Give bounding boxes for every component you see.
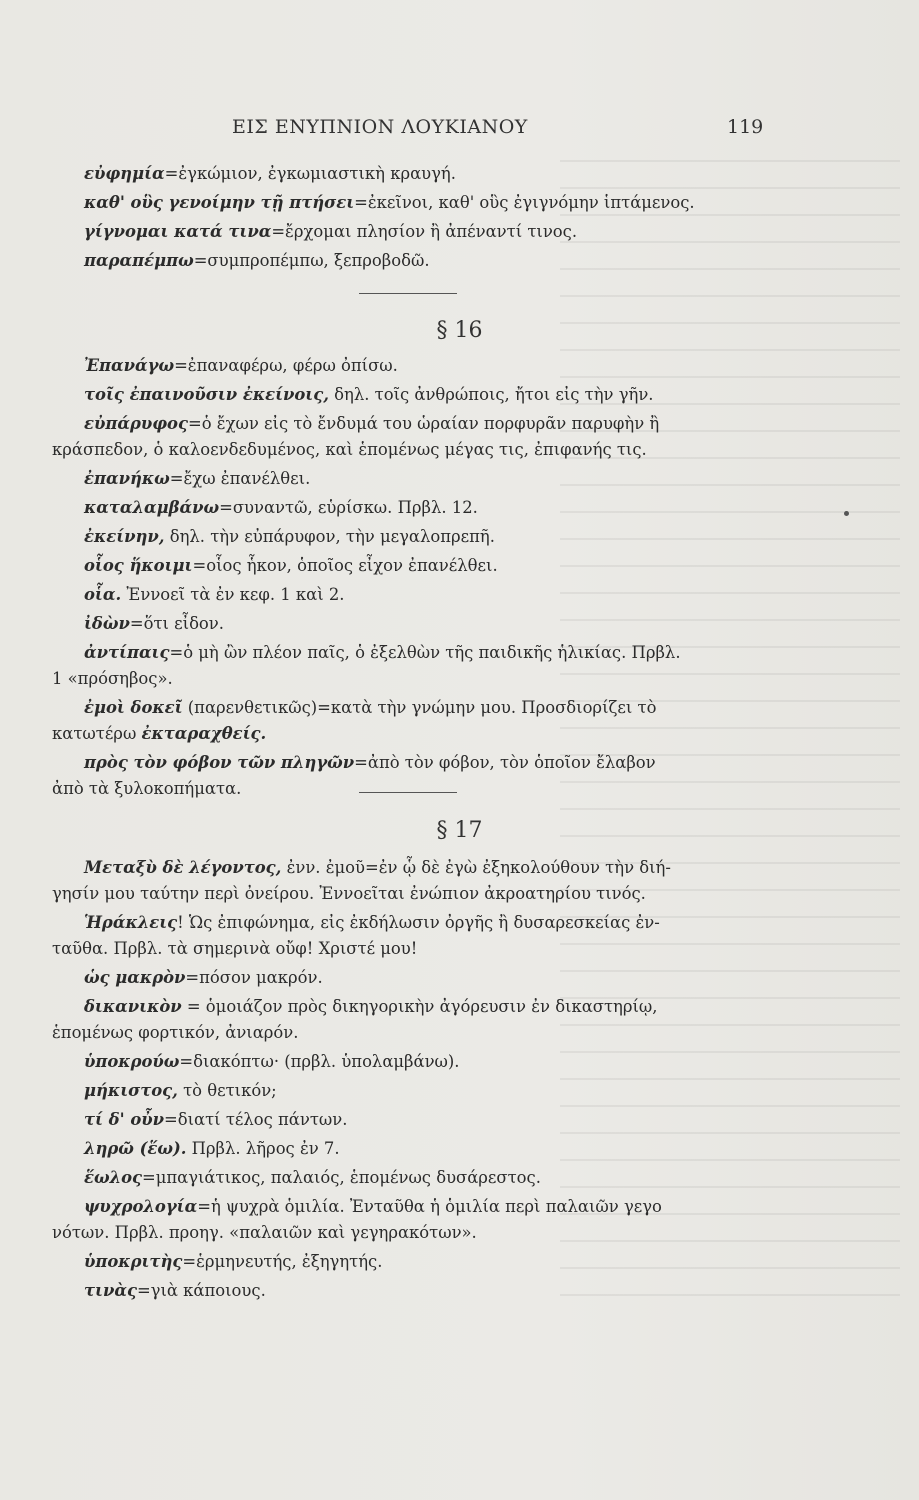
gloss-line: ἑπομένως φορτικόν, ἀνιαρόν. (52, 1023, 299, 1042)
gloss-line: καθ' οὓς γενοίμην τῇ πτήσει=ἐκεῖνοι, καθ' οὓς ἐγιγνόμην ἱπτάμενος. (84, 193, 695, 212)
gloss-line: ἐπανήκω=ἔχω ἐπανέλθει. (84, 469, 311, 488)
gloss-line: καταλαμβάνω=συναντῶ, εὑρίσκω. Πρβλ. 12. (84, 498, 478, 517)
gloss-line: κράσπεδον, ὁ καλοενδεδυμένος, καὶ ἑπομένως μέγας τις, ἐπιφανής τις. (52, 440, 647, 459)
gloss-line: Ἡράκλεις! Ὡς ἐπιφώνημα, εἰς ἐκδήλωσιν ὀργῆς ἢ δυσαρεσκείας ἐν- (84, 913, 660, 932)
gloss-line: ταῦθα. Πρβλ. τὰ σημερινὰ οὔφ! Χριστέ μου! (52, 939, 418, 958)
gloss-line: Μεταξὺ δὲ λέγοντος, ἐνν. ἐμοῦ=ἐν ᾧ δὲ ἐγὼ ἐξηκολούθουν τὴν διή- (84, 858, 671, 877)
gloss-line: ψυχρολογία=ἡ ψυχρὰ ὁμιλία. Ἐνταῦθα ἡ ὁμιλία περὶ παλαιῶν γεγο (84, 1197, 662, 1216)
ink-speck (844, 511, 849, 516)
gloss-line: γίγνομαι κατά τινα=ἔρχομαι πλησίον ἢ ἀπέναντί τινος. (84, 222, 578, 241)
gloss-line: ἀπὸ τὰ ξυλοκοπήματα. (52, 779, 242, 798)
gloss-line: ὑποκρούω=διακόπτω· (πρβλ. ὑπολαμβάνω). (84, 1052, 460, 1071)
gloss-line: ληρῶ (ἕω). Πρβλ. λῆρος ἐν 7. (84, 1139, 340, 1158)
gloss-line: ἰδὼν=ὅτι εἶδον. (84, 614, 224, 633)
gloss-line: γησίν μου ταύτην περὶ ὀνείρου. Ἐννοεῖται ἐνώπιον ἀκροατηρίου τινός. (52, 884, 646, 903)
gloss-line: μήκιστος, τὸ θετικόν; (84, 1081, 277, 1100)
gloss-line: ἕωλος=μπαγιάτικος, παλαιός, ἑπομένως δυσάρεστος. (84, 1168, 541, 1187)
gloss-line: ἀντίπαις=ὁ μὴ ὢν πλέον παῖς, ὁ ἐξελθὼν τῆς παιδικῆς ἡλικίας. Πρβλ. (84, 643, 681, 662)
gloss-line: οἷος ἥκοιμι=οἷος ἧκον, ὁποῖος εἶχον ἐπανέλθει. (84, 556, 498, 575)
gloss-line: ἐκείνην, δηλ. τὴν εὐπάρυφον, τὴν μεγαλοπρεπῆ. (84, 527, 495, 546)
section-rule (359, 293, 457, 294)
gloss-line: κατωτέρω ἐκταραχθείς. (52, 724, 267, 743)
gloss-line: εὐπάρυφος=ὁ ἔχων εἰς τὸ ἔνδυμά του ὡραίαν πορφυρᾶν παρυφὴν ἢ (84, 414, 660, 433)
gloss-line: 1 «πρόσηβος». (52, 669, 173, 688)
section-rule (359, 792, 457, 793)
gloss-line: οἷα. Ἐννοεῖ τὰ ἐν κεφ. 1 καὶ 2. (84, 585, 345, 604)
gloss-line: ἐμοὶ δοκεῖ (παρενθετικῶς)=κατὰ τὴν γνώμην μου. Προσδιορίζει τὸ (84, 698, 657, 717)
gloss-line: τινὰς=γιὰ κάποιους. (84, 1281, 266, 1300)
gloss-line: δικανικὸν = ὁμοιάζον πρὸς δικηγορικὴν ἀγόρευσιν ἐν δικαστηρίῳ, (84, 997, 658, 1016)
section-heading-17: § 17 (436, 818, 483, 843)
gloss-line: εὐφημία=ἐγκώμιον, ἐγκωμιαστικὴ κραυγή. (84, 164, 456, 183)
gloss-line: τοῖς ἐπαινοῦσιν ἐκείνοις, δηλ. τοῖς ἀνθρώποις, ἤτοι εἰς τὴν γῆν. (84, 385, 654, 404)
page-header (0, 116, 919, 140)
gloss-line: τί δ' οὖν=διατί τέλος πάντων. (84, 1110, 348, 1129)
gloss-line: παραπέμπω=συμπροπέμπω, ξεπροβοδῶ. (84, 251, 430, 270)
section-heading-16: § 16 (436, 318, 483, 343)
running-title: ΕΙΣ ΕΝΥΠΝΙΟΝ ΛΟΥΚΙΑΝΟΥ (232, 116, 528, 138)
page-number: 119 (727, 116, 764, 138)
gloss-line: Ἐπανάγω=ἐπαναφέρω, φέρω ὀπίσω. (84, 356, 398, 375)
gloss-line: ὡς μακρὸν=πόσον μακρόν. (84, 968, 323, 987)
gloss-line: νότων. Πρβλ. προηγ. «παλαιῶν καὶ γεγηρακότων». (52, 1223, 477, 1242)
gloss-line: πρὸς τὸν φόβον τῶν πληγῶν=ἀπὸ τὸν φόβον, τὸν ὁποῖον ἔλαβον (84, 753, 656, 772)
gloss-line: ὑποκριτὴς=ἑρμηνευτής, ἐξηγητής. (84, 1252, 383, 1271)
